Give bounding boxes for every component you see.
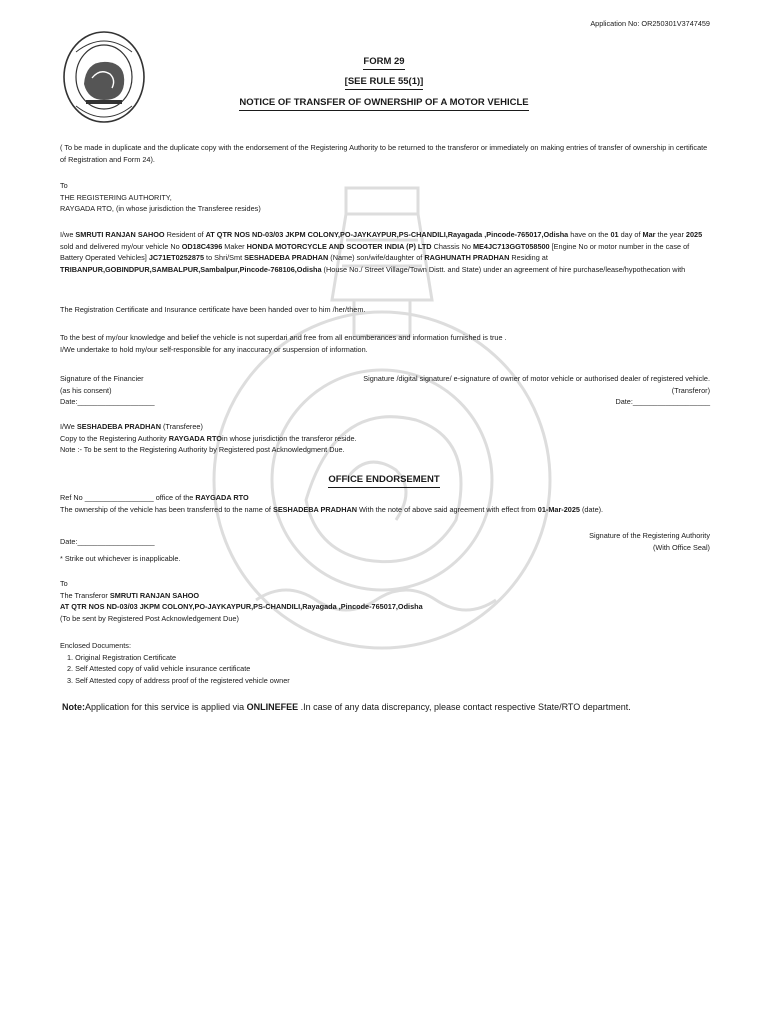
transferee-name: SESHADEBA PRADHAN: [244, 253, 329, 262]
vehicle-number: OD18C4396: [181, 241, 223, 251]
transferor-name: SMRUTI RANJAN SAHOO: [75, 230, 165, 239]
form-number: FORM 29: [0, 56, 768, 70]
office-date: Date:___________________: [60, 537, 155, 546]
footer-note: Note:Application for this service is applied via ONLINEFEE .In case of any data discrepancy, please contact respective State/RTO department.: [62, 702, 631, 712]
vehicle-maker: HONDA MOTORCYCLE AND SCOOTER INDIA (P) LTD: [246, 241, 432, 251]
owner-signature-block: Signature /digital signature/ e-signature of owner of motor vehicle or authorised dealer of registered vehicle. (Transferor) Date:___________________: [363, 374, 710, 406]
rc-statement: The Registration Certificate and Insurance certificate have been handed over to him /her/them.: [60, 305, 366, 314]
engine-number: JC71ET0252875: [148, 253, 205, 262]
chassis-number: ME4JC713GGT058500: [472, 241, 550, 251]
office-endorsement-body: Ref No _________________ office of the RAYGADA RTO The ownership of the vehicle has been transferred to the name of SESHADEBA PRADHAN With the note of above said agreement with effect from 01-Mar-2025 (date).: [60, 493, 604, 514]
rule-reference: [SEE RULE 55(1)]: [0, 76, 768, 90]
enclosed-documents: Enclosed Documents: 1. Original Registration Certificate 2. Self Attested copy of valid vehicle insurance certificate 3. Self Attested copy of address proof of the registered vehicle owner: [60, 640, 710, 686]
belief-statement: To the best of my/our knowledge and belief the vehicle is not superdari and free from all encumberances and information furnished is true . I/We undertake to hold my/our self-responsible for any inaccuracy or suspension of information.: [60, 333, 507, 354]
financier-signature-block: Signature of the Financier (as his consent) Date:___________________: [60, 374, 155, 406]
parent-name: RAGHUNATH PRADHAN: [424, 253, 510, 262]
strike-note: * Strike out whichever is inapplicable.: [60, 554, 181, 563]
rto-line: RAYGADA RTO, (in whose jurisdiction the Transferee resides): [60, 204, 261, 213]
list-item: 3. Self Attested copy of address proof of the registered vehicle owner: [67, 675, 290, 685]
transferee-address: TRIBANPUR,GOBINDPUR,SAMBALPUR,Sambalpur,Pincode-768106,Odisha: [60, 264, 322, 274]
transferor-address-block: To The Transferor SMRUTI RANJAN SAHOO AT QTR NOS ND-03/03 JKPM COLONY,PO-JAYKAYPUR,PS-CHANDILI,Rayagada ,Pincode-765017,Odisha (To be sent by Registered Post Acknowledgement Due): [60, 579, 423, 623]
addressee-block: [60, 180, 710, 215]
list-item: 2. Self Attested copy of valid vehicle insurance certificate: [67, 664, 251, 673]
to-label: To: [60, 181, 68, 190]
declaration-paragraph: I/we SMRUTI RANJAN SAHOO Resident of AT QTR NOS ND-03/03 JKPM COLONY,PO-JAYKAYPUR,PS-CHANDILI,Rayagada ,Pincode-765017,Odisha have on the 01 day of Mar the year 2025 sold and delivered my/our vehicle No OD18C4396 Maker HONDA MOTORCYCLE AND SCOOTER INDIA (P) LTD Chassis No ME4JC713GGT058500 [Engine No or motor number in the case of Battery Operated Vehicles] JC71ET0252875 to Shri/Smt SESHADEBA PRADHAN (Name) son/wife/daughter of RAGHUNATH PRADHAN Residing at TRIBANPUR,GOBINDPUR,SAMBALPUR,Sambalpur,Pincode-768106,Odisha (House No./ Street Village/Town Distt. and State) under an agreement of hire purchase/lease/hypothecation with: [60, 230, 703, 274]
transferee-block: I/We SESHADEBA PRADHAN (Transferee) Copy to the Registering Authority RAYGADA RTOin whose jurisdiction the transferor reside. Note :- To be sent to the Registering Authority by Registered post Acknowledgment Due.: [60, 422, 357, 454]
intro-paragraph: ( To be made in duplicate and the duplicate copy with the endorsement of the Registering Authority to be returned to the transferor or immediately on making entries of transfer of ownership in certificate of Registration and Form 24).: [60, 143, 708, 164]
application-number: Application No: OR250301V3747459: [590, 19, 710, 28]
list-item: 1. Original Registration Certificate: [67, 652, 177, 662]
authority-signature-block: Signature of the Registering Authority (With Office Seal): [589, 531, 710, 552]
transferor-address: AT QTR NOS ND-03/03 JKPM COLONY,PO-JAYKAYPUR,PS-CHANDILI,Rayagada ,Pincode-765017,Odisha: [205, 230, 569, 239]
office-endorsement-title: OFFICE ENDORSEMENT: [0, 474, 768, 488]
authority-line: THE REGISTERING AUTHORITY,: [60, 192, 172, 202]
notice-title: NOTICE OF TRANSFER OF OWNERSHIP OF A MOTOR VEHICLE: [0, 97, 768, 111]
